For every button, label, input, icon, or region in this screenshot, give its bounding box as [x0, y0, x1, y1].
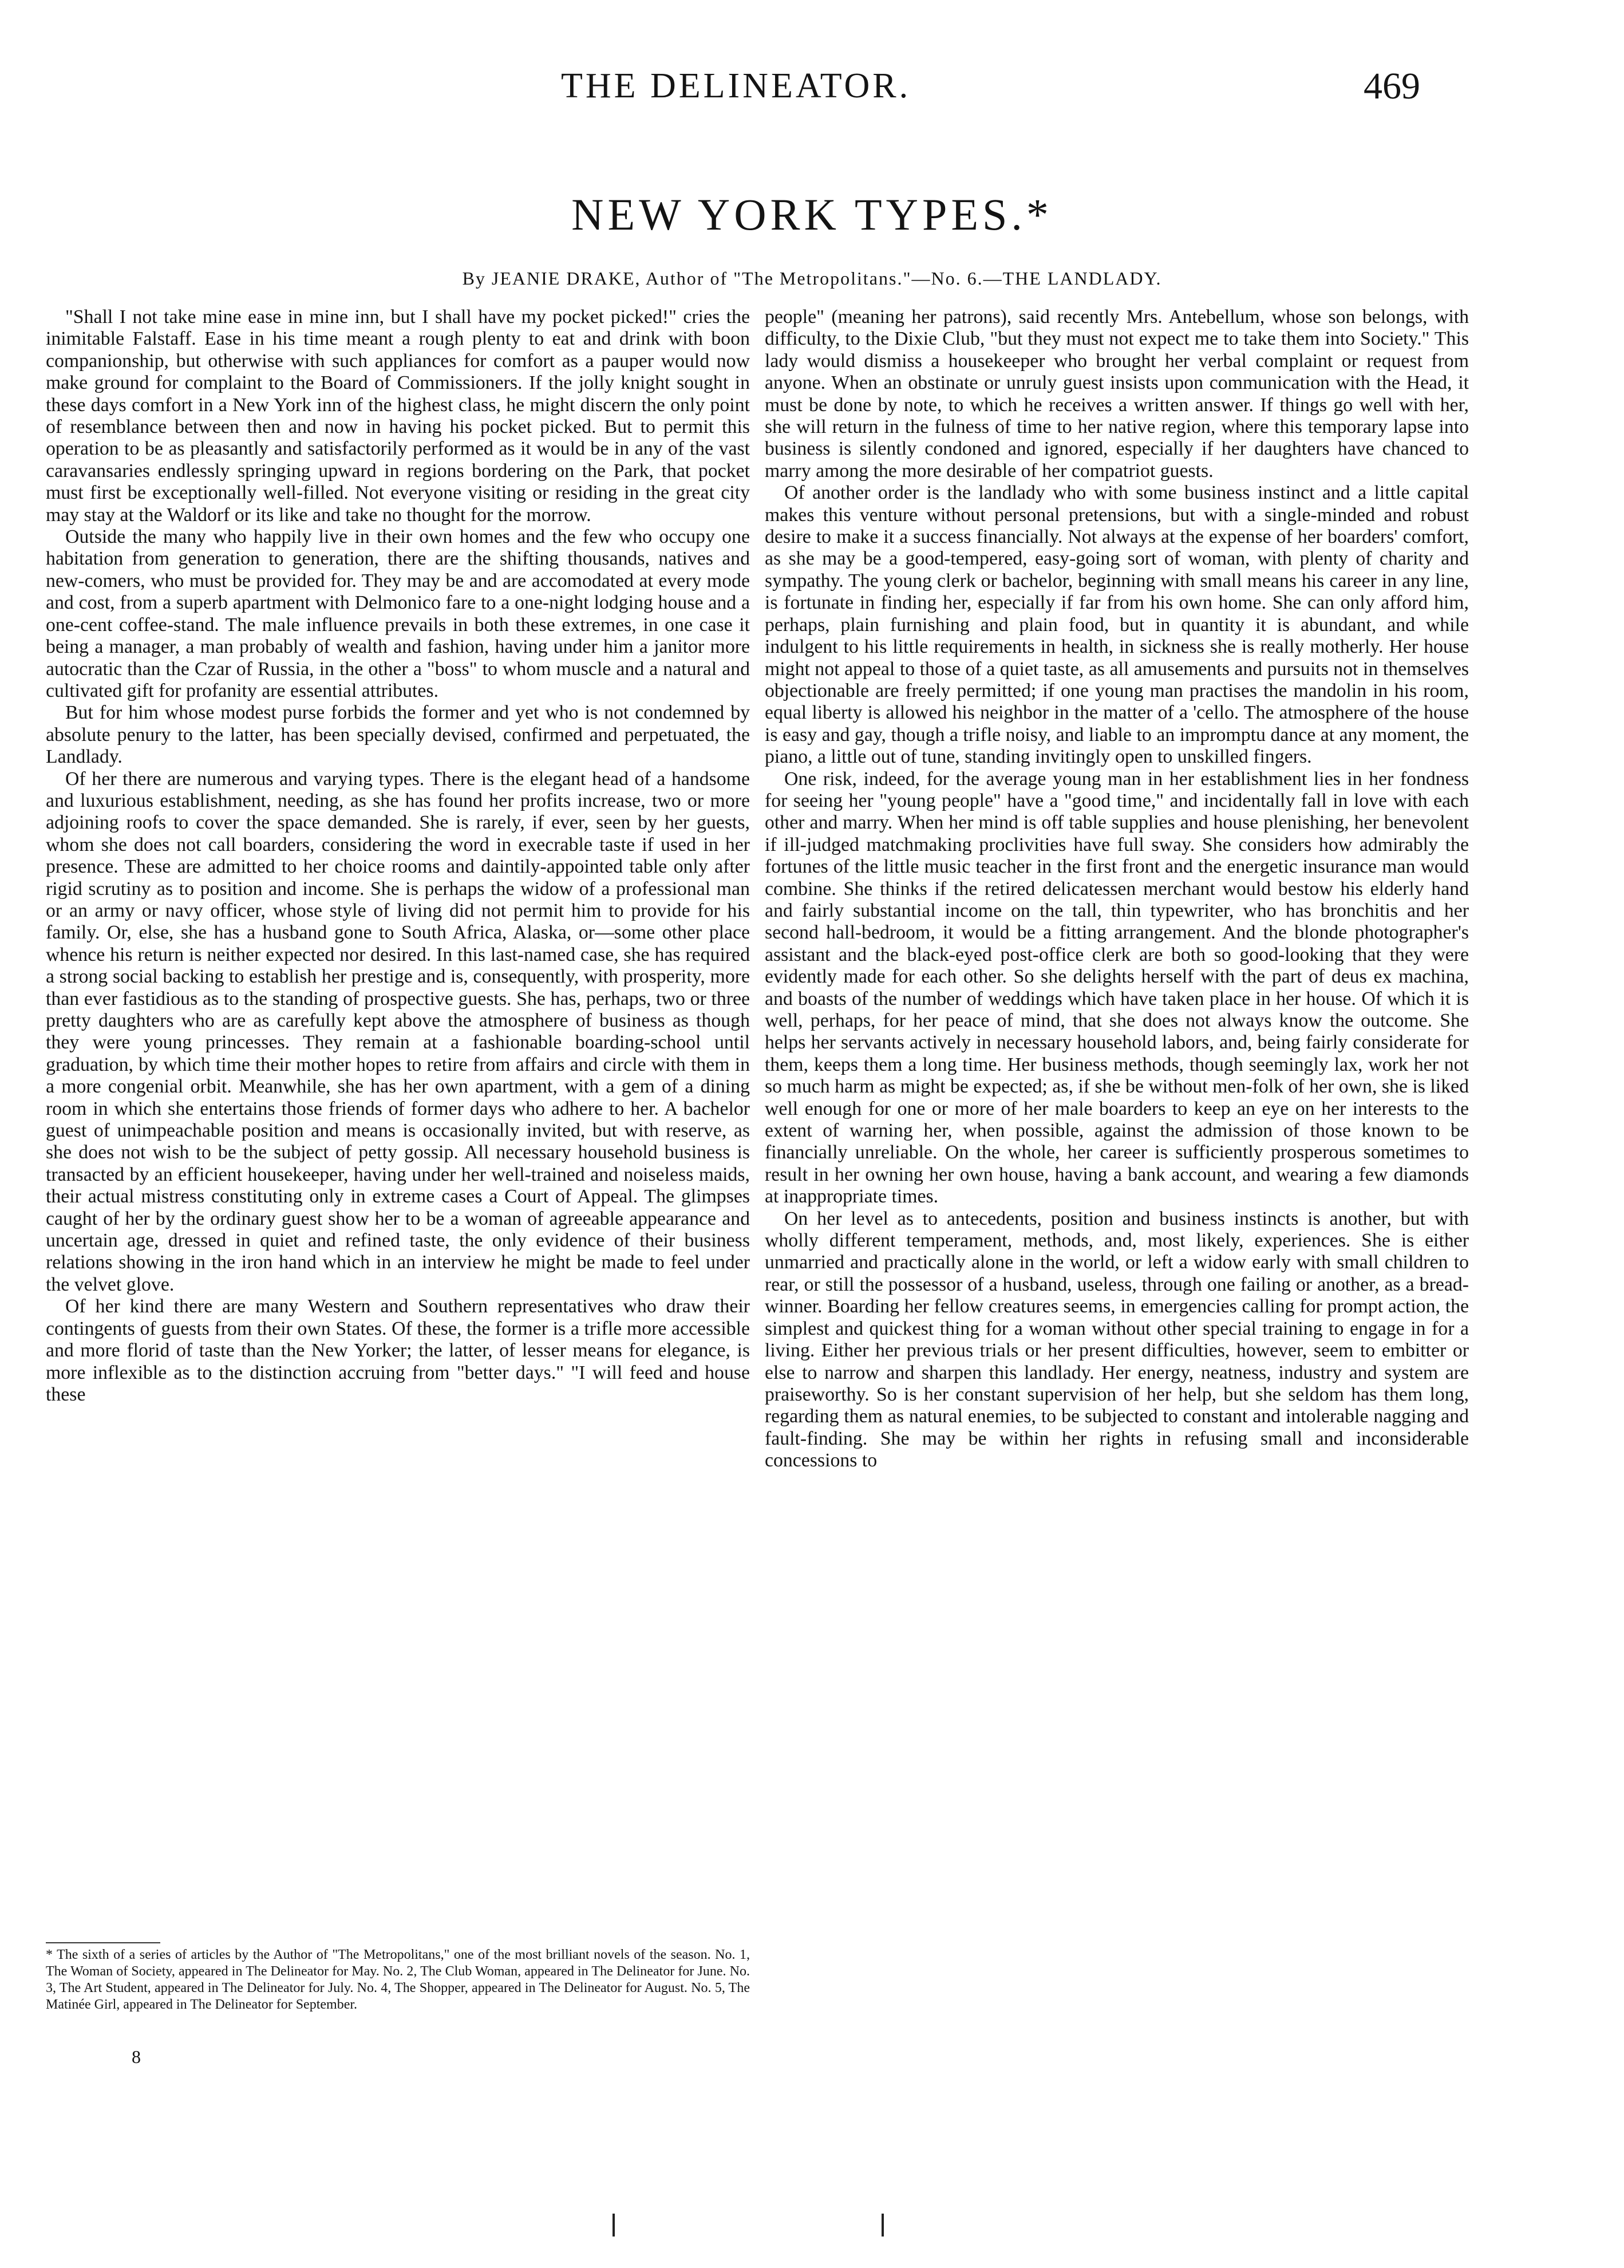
paragraph: Outside the many who happily live in their own homes and the few who occupy one habitation from generation to generation, there are the shifting thousands, natives and new-comers, who must be provided for. They may be and are accomodated at every mode and cost, from a superb apartment with Delmonico fare to a one-night lodging house and a one-cent coffee-stand. The male influence prevails in both these extremes, in one case it being a manager, a man probably of wealth and fashion, having under him a janitor more autocratic than the Czar of Russia, in the other a "boss" to whom muscle and a natural and cultivated gift for profanity are essential attributes.	[46, 526, 750, 701]
footnote-rule	[46, 1942, 160, 1943]
footnote: * The sixth of a series of articles by the Author of "The Metropolitans," one of the most brilliant novels of the season. No. 1, The Woman of Society, appeared in The Delineator for May. No. 2, The Club Woman, appeared in The Delineator for June. No. 3, The Art Student, appeared in The Delineator for July. No. 4, The Shopper, appeared in The Delineator for August. No. 5, The Matinée Girl, appeared in The Delineator for September.	[46, 1947, 750, 2012]
right-column	[765, 306, 1469, 2184]
left-column	[46, 306, 750, 2184]
paragraph: Of her there are numerous and varying types. There is the elegant head of a handsome and luxurious establishment, needing, as she has found her profits increase, two or more adjoining roofs to cover the space demanded. She is rarely, if ever, seen by her guests, whom she does not call boarders, considering the word in execrable taste if used in her presence. These are admitted to her choice rooms and daintily-appointed table only after rigid scrutiny as to position and income. She is perhaps the widow of a professional man or an army or navy officer, whose style of living did not permit him to provide for his family. Or, else, she has a husband gone to South Africa, Alaska, or—some other place whence his return is neither expected nor desired. In this last-named case, she has required a strong social backing to establish her prestige and is, consequently, with prosperity, more than ever fastidious as to the standing of prospective guests. She has, perhaps, two or three pretty daughters who are as carefully kept above the atmosphere of business as though they were young princesses. They remain at a fashionable boarding-school until graduation, by which time their mother hopes to retire from affairs and circle with them in a more congenial orbit. Meanwhile, she has her own apartment, with a gem of a dining room in which she entertains those friends of former days who adhere to her. A bachelor guest of unimpeachable position and means is occasionally invited, but with reserve, as she does not wish to be the subject of petty gossip. All necessary household business is transacted by an efficient housekeeper, having under her well-trained and noiseless maids, their actual mistress constituting only in extreme cases a Court of Appeal. The glimpses caught of her by the ordinary guest show her to be a woman of agreeable appearance and uncertain age, dressed in quiet and refined taste, the only evidence of their business relations showing in the iron hand which in an interview he might be made to feel under the velvet glove.	[46, 768, 750, 1295]
paragraph: "Shall I not take mine ease in mine inn, but I shall have my pocket picked!" cries the inimitable Falstaff. Ease in his time meant a rough plenty to eat and drink with boon companionship, but otherwise with such appliances for comfort as a pauper would now make ground for complaint to the Board of Commissioners. If the jolly knight sought in these days comfort in a New York inn of the highest class, he might discern the only point of resemblance between then and now in having his pocket picked. But to permit this operation to be as pleasantly and satisfactorily performed as it would be in any of the vast caravansaries endlessly springing upward in regions bordering on the Park, that pocket must first be exceptionally well-filled. Not everyone visiting or residing in the great city may stay at the Waldorf or its like and take no thought for the morrow.	[46, 306, 750, 526]
paragraph: One risk, indeed, for the average young man in her establishment lies in her fondness for seeing her "young people" have a "good time," and incidentally fall in love with each other and marry. When her mind is off table supplies and house plenishing, her benevolent if ill-judged matchmaking proclivities have full sway. She considers how admirably the fortunes of the little music teacher in the first front and the energetic insurance man would combine. She thinks if the retired delicatessen merchant would bestow his elderly hand and fairly substantial income on the tall, thin typewriter, who has bronchitis and her second hall-bedroom, it would be a fitting arrangement. And the blonde photographer's assistant and the black-eyed post-office clerk are both so good-looking that they were evidently made for each other. So she delights herself with the part of deus ex machina, and boasts of the number of weddings which have taken place in her house. Of which it is well, perhaps, for her peace of mind, that she does not always know the outcome. She helps her servants actively in necessary household labors, and, being fairly considerate for them, keeps them a long time. Her business methods, though seemingly lax, work her not so much harm as might be expected; as, if she be without men-folk of her own, she is liked well enough for one or more of her male boarders to keep an eye on her interests to the extent of warning her, when possible, against the admission of those known to be financially unreliable. On the whole, her career is sufficiently prosperous sometimes to result in her owning her own house, having a bank account, and wearing a few diamonds at inappropriate times.	[765, 768, 1469, 1208]
paragraph: people" (meaning her patrons), said recently Mrs. Antebellum, whose son belongs, with difficulty, to the Dixie Club, "but they must not expect me to take them into Society." This lady would dismiss a housekeeper who brought her verbal complaint or request from anyone. When an obstinate or unruly guest insists upon communication with the Head, it must be done by note, to which he receives a written answer. If things go well with her, she will return in the fulness of time to her native region, where this temporary lapse into business is silently condoned and ignored, especially if her daughters have chanced to marry among the more desirable of her compatriot guests.	[765, 306, 1469, 482]
magazine-title: THE DELINEATOR.	[561, 66, 911, 105]
paragraph: Of another order is the landlady who with some business instinct and a little capital makes this venture without personal pretensions, but with a single-minded and robust desire to make it a success financially. Not always at the expense of her boarders' comfort, as she may be a good-tempered, easy-going sort of woman, with plenty of charity and sympathy. The young clerk or bachelor, beginning with small means his career in any line, is fortunate in finding her, especially if far from his own home. She can only afford him, perhaps, plain furnishing and plain food, but in quantity it is abundant, and while indulgent to his little requirements in health, in sickness she is really motherly. Her house might not appeal to those of a quiet taste, as all amusements and pursuits not in themselves objectionable are freely permitted; if one young man practises the mandolin in his room, equal liberty is allowed his neighbor in the matter of a 'cello. The atmosphere of the house is easy and gay, though a trifle noisy, and liable to an impromptu dance at any moment, the piano, a little out of tune, standing invitingly open to unskilled fingers.	[765, 482, 1469, 768]
signature-mark: 8	[132, 2046, 141, 2067]
scan-artifact	[613, 2214, 615, 2237]
paragraph: But for him whose modest purse forbids the former and yet who is not condemned by absolute penury to the latter, has been specially devised, confirmed and perpetuated, the Landlady.	[46, 702, 750, 768]
article-title: NEW YORK TYPES.*	[571, 190, 1053, 239]
running-head	[0, 60, 1624, 112]
paragraph: Of her kind there are many Western and Southern representatives who draw their contingents of guests from their own States. Of these, the former is a trifle more accessible and more florid of taste than the New Yorker; the latter, of lesser means for elegance, is more inflexible as to the distinction accruing from "better days." "I will feed and house these	[46, 1296, 750, 1405]
page-number: 469	[1364, 65, 1420, 107]
paragraph: On her level as to antecedents, position and business instincts is another, but with wholly different temperament, methods, and, most likely, experiences. She is either unmarried and practically alone in the world, or left a widow early with small children to rear, or still the possessor of a husband, useless, through one failing or another, as a bread-winner. Boarding her fellow creatures seems, in emergencies calling for prompt action, the simplest and quickest thing for a woman without other special training to engage in for a living. Either her previous trials or her present difficulties, however, seem to embitter or else to narrow and sharpen this landlady. Her energy, neatness, industry and system are praiseworthy. So is her constant supervision of her help, but she seldom has them long, regarding them as natural enemies, to be subjected to constant and intolerable nagging and fault-finding. She may be within her rights in refusing small and inconsiderable concessions to	[765, 1208, 1469, 1472]
byline: By JEANIE DRAKE, Author of "The Metropolitans."—No. 6.—THE LANDLADY.	[462, 268, 1162, 289]
scan-artifact	[882, 2214, 884, 2237]
